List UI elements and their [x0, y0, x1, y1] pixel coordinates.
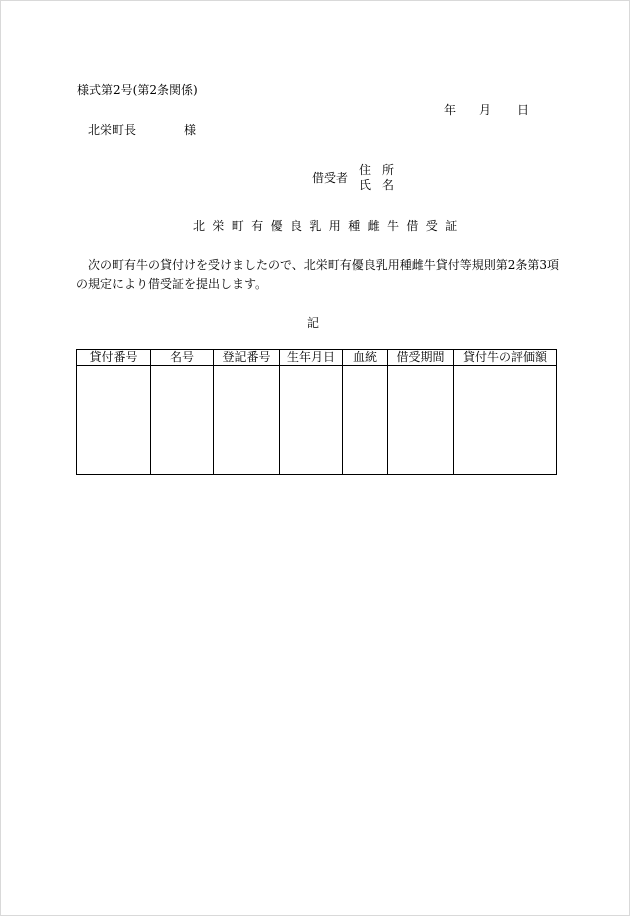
borrower-fields [359, 163, 405, 193]
date-day: 日 [517, 103, 530, 117]
record-heading: 記 [307, 316, 320, 330]
addressee-name: 北栄町長 [88, 123, 137, 137]
body-line-2: の規定により借受証を提出します。 [76, 277, 268, 291]
table-header-row [77, 350, 557, 366]
body-line-1: 次の町有牛の貸付けを受けましたので、北栄町有優良乳用種雌牛貸付等規則第2条第3項 [88, 258, 560, 272]
addressee [88, 123, 196, 138]
borrower-label: 借受者 [312, 171, 349, 185]
header-loan-period: 借受期間 [388, 350, 454, 366]
cell-name[interactable] [151, 366, 214, 475]
cell-loan-period[interactable] [388, 366, 454, 475]
cell-birth-date[interactable] [280, 366, 343, 475]
date-year: 年 [444, 103, 457, 117]
header-name: 名号 [151, 350, 214, 366]
borrower-name-label: 氏名 [359, 178, 406, 192]
table-row [77, 366, 557, 475]
document-title: 北栄町有優良乳用種雌牛借受証 [193, 219, 465, 233]
borrower-address-label: 住所 [359, 163, 406, 177]
cell-loan-number[interactable] [77, 366, 151, 475]
cell-pedigree[interactable] [343, 366, 388, 475]
header-pedigree: 血統 [343, 350, 388, 366]
header-loan-number: 貸付番号 [77, 350, 151, 366]
header-birth-date: 生年月日 [280, 350, 343, 366]
body-text [76, 256, 576, 294]
date-line [444, 103, 529, 118]
loan-table [76, 349, 557, 475]
form-number: 様式第2号(第2条関係) [77, 83, 198, 97]
cell-registration-number[interactable] [214, 366, 280, 475]
addressee-honorific: 様 [184, 123, 197, 137]
cell-valuation[interactable] [454, 366, 557, 475]
date-month: 月 [479, 103, 492, 117]
header-valuation: 貸付牛の評価額 [454, 350, 557, 366]
header-registration-number: 登記番号 [214, 350, 280, 366]
